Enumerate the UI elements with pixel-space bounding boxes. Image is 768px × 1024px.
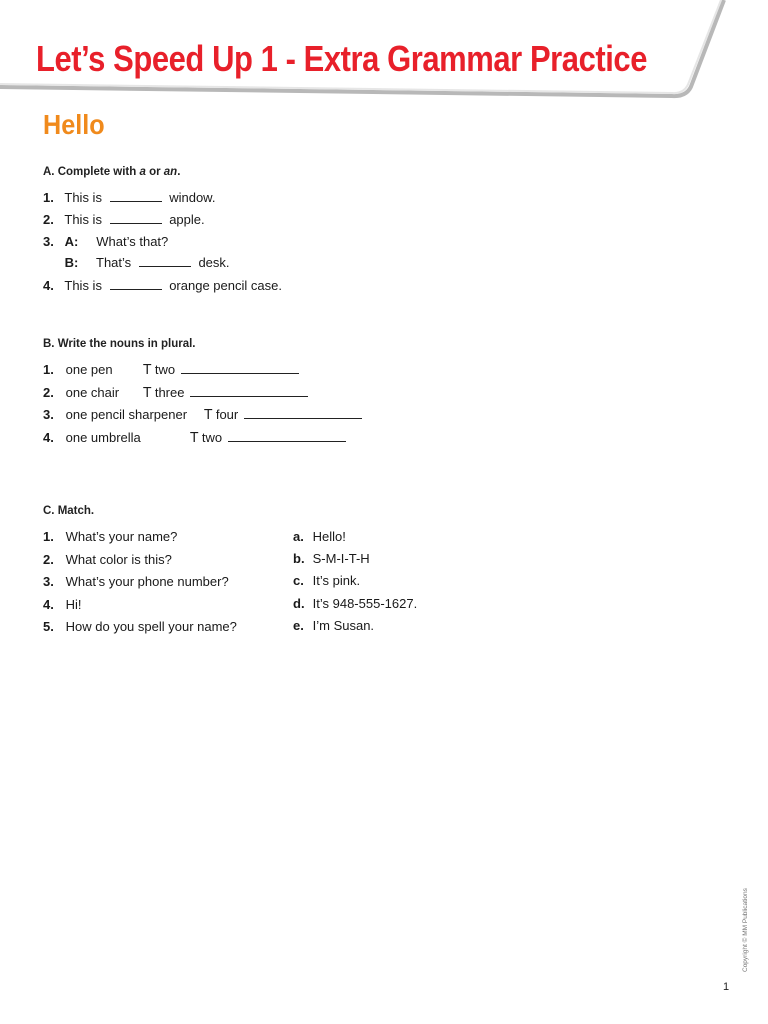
exercise-b-item-4: [43, 430, 346, 446]
section-b-heading: B. Write the nouns in plural.: [43, 338, 196, 350]
answer-text: It’s pink.: [312, 573, 361, 588]
item-number: 1.: [43, 529, 54, 544]
item-number: 4.: [43, 597, 54, 612]
item-text: This is: [64, 278, 102, 293]
match-answer: [293, 529, 346, 544]
match-question: [43, 574, 229, 589]
match-question: [43, 619, 237, 634]
item-text: apple.: [169, 212, 205, 227]
arrow-icon: T: [204, 408, 213, 423]
singular-noun: one pencil sharpener: [65, 407, 188, 422]
item-number: 2.: [43, 385, 54, 400]
heading-a: a: [139, 166, 146, 178]
answer-letter: e.: [293, 618, 304, 633]
question-text: What’s your phone number?: [65, 574, 229, 589]
item-number: 1.: [43, 362, 54, 377]
exercise-a-item-2: [43, 212, 205, 227]
plural-prefix: four: [215, 407, 239, 422]
answer-text: Hello!: [312, 529, 346, 544]
heading-text: A. Complete with: [43, 166, 140, 178]
match-question: [43, 552, 172, 567]
speaker-label: B:: [64, 255, 79, 270]
answer-letter: b.: [293, 551, 305, 566]
section-c-heading: C. Match.: [43, 505, 95, 517]
heading-end: .: [177, 166, 181, 178]
answer-blank[interactable]: [110, 190, 162, 202]
item-number: 2.: [43, 212, 54, 227]
singular-noun: one chair: [65, 385, 120, 400]
item-number: 1.: [43, 190, 54, 205]
heading-or: or: [145, 166, 164, 178]
heading-an: an: [163, 166, 178, 178]
item-number: 4.: [43, 278, 54, 293]
item-text: What’s that?: [96, 234, 169, 249]
item-number: 3.: [43, 407, 54, 422]
item-number: 3.: [43, 574, 54, 589]
answer-blank[interactable]: [190, 385, 308, 397]
answer-blank[interactable]: [139, 255, 191, 267]
answer-blank[interactable]: [228, 430, 346, 442]
answer-blank[interactable]: [110, 212, 162, 224]
answer-letter: c.: [293, 573, 304, 588]
exercise-a-item-4: [43, 278, 282, 293]
arrow-icon: T: [143, 363, 152, 378]
section-a-heading: [43, 166, 180, 178]
exercise-b-item-1: [43, 362, 299, 378]
unit-title: Hello: [43, 109, 105, 140]
exercise-a-item-3b: [43, 255, 230, 270]
item-text: This is: [64, 190, 102, 205]
page-title: Let’s Speed Up 1 - Extra Grammar Practice: [36, 38, 648, 79]
item-text: desk.: [198, 255, 230, 270]
question-text: Hi!: [65, 597, 82, 612]
question-text: What color is this?: [65, 552, 172, 567]
answer-blank[interactable]: [110, 278, 162, 290]
page-number: 1: [723, 981, 730, 993]
answer-blank[interactable]: [181, 362, 299, 374]
answer-letter: d.: [293, 596, 305, 611]
plural-prefix: two: [201, 430, 223, 445]
copyright-notice: Copyright © MM Publications: [742, 888, 749, 972]
match-answer: [293, 551, 370, 566]
answer-text: S-M-I-T-H: [312, 551, 370, 566]
exercise-a-item-3a: [43, 234, 168, 249]
plural-prefix: two: [154, 362, 176, 377]
answer-blank[interactable]: [244, 407, 362, 419]
match-answer: [293, 573, 360, 588]
answer-text: It’s 948-555-1627.: [312, 596, 418, 611]
question-text: How do you spell your name?: [65, 619, 237, 634]
item-text: orange pencil case.: [169, 278, 282, 293]
singular-noun: one pen: [65, 362, 113, 377]
answer-letter: a.: [293, 529, 304, 544]
item-text: That’s: [96, 255, 132, 270]
item-text: This is: [64, 212, 102, 227]
item-number: 5.: [43, 619, 54, 634]
exercise-a-item-1: [43, 190, 215, 205]
item-number: 4.: [43, 430, 54, 445]
arrow-icon: T: [143, 386, 152, 401]
match-question: [43, 597, 82, 612]
singular-noun: one umbrella: [65, 430, 141, 445]
match-answer: [293, 618, 374, 633]
item-number: 2.: [43, 552, 54, 567]
answer-text: I’m Susan.: [312, 618, 375, 633]
plural-prefix: three: [154, 385, 185, 400]
exercise-b-item-2: [43, 385, 308, 401]
exercise-b-item-3: [43, 407, 362, 423]
item-text: window.: [169, 190, 216, 205]
arrow-icon: T: [190, 431, 199, 446]
item-number: 3.: [43, 234, 54, 249]
match-answer: [293, 596, 417, 611]
speaker-label: A:: [64, 234, 79, 249]
question-text: What’s your name?: [65, 529, 178, 544]
match-question: [43, 529, 177, 544]
